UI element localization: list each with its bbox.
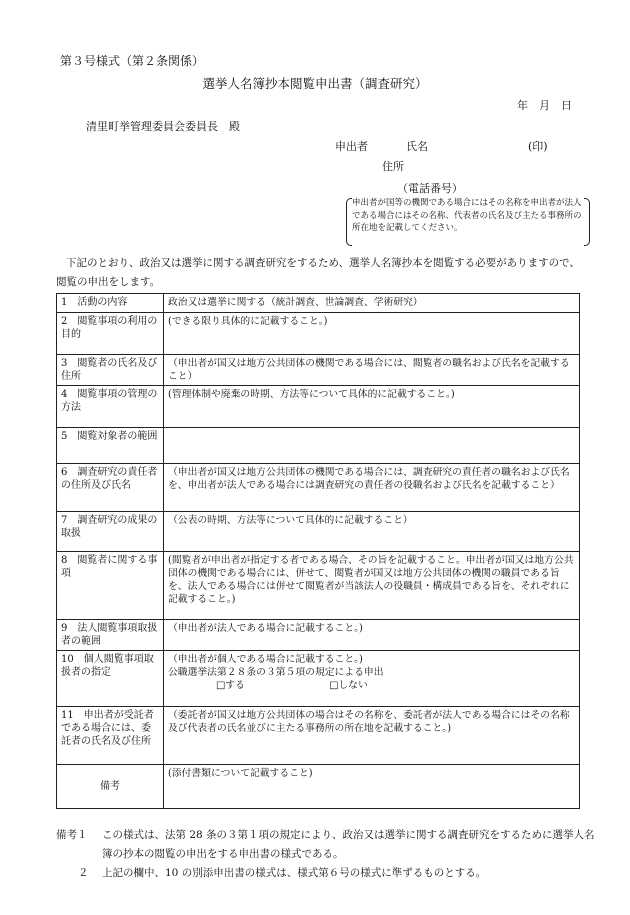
table-row bbox=[57, 620, 580, 651]
row-value[interactable]: （申出者が国又は地方公共団体の機関である場合には、調査研究の責任者の職名および氏名を、申出者が法人である場合には調査研究の責任者の役職名および氏名を記載すること） bbox=[164, 464, 580, 512]
remark-2 bbox=[56, 864, 596, 883]
row-label: 8 閲覧者に関する事項 bbox=[57, 552, 164, 620]
remark-tag: 備考１ bbox=[56, 829, 88, 841]
applicant-note bbox=[346, 197, 590, 247]
table-row bbox=[57, 294, 580, 313]
table-row bbox=[57, 765, 580, 809]
individual-handler-note: （申出者が個人である場合に記載すること。) bbox=[168, 654, 363, 665]
remark-1-text: この様式は、法第 28 条の３第１項の規定により、政治又は選挙に関する調査研究をするために選挙人名簿の抄本の閲覧の申出をする申出書の様式である。 bbox=[102, 829, 595, 860]
row-value[interactable]: 政治又は選挙に関する（統計調査、世論調査、学術研究） bbox=[164, 294, 580, 313]
addressee: 清里町挙管理委員会委員長 殿 bbox=[86, 120, 240, 133]
table-row bbox=[57, 552, 580, 620]
table-row bbox=[57, 313, 580, 355]
table-row bbox=[57, 355, 580, 386]
table-row bbox=[57, 386, 580, 428]
row-label: 11 申出者が受託者である場合には、委託者の氏名及び住所 bbox=[57, 707, 164, 765]
remark-1 bbox=[56, 826, 596, 864]
row-label: 9 法人閲覧事項取扱者の範囲 bbox=[57, 620, 164, 651]
table-row bbox=[57, 707, 580, 765]
date-line: 年 月 日 bbox=[517, 99, 572, 112]
row-value[interactable] bbox=[164, 428, 580, 464]
row-label: 備考 bbox=[57, 765, 164, 809]
individual-handler-law: 公職選挙法第２８条の３第５項の規定による申出 bbox=[168, 667, 384, 678]
application-table bbox=[56, 293, 580, 809]
row-value[interactable]: （公表の時期、方法等について具体的に記載すること） bbox=[164, 512, 580, 552]
remark-2-number: ２ bbox=[78, 867, 89, 879]
applicant-note-text: 申出者が国等の機関である場合にはその名称を申出者が法人である場合にはその名称、代表者の氏名及び主たる事務所の所在地を記載してください。 bbox=[352, 198, 582, 233]
bracket-right bbox=[584, 198, 590, 246]
address-label: 住所 bbox=[382, 160, 404, 173]
name-label: 氏名 bbox=[406, 140, 428, 153]
table-row bbox=[57, 651, 580, 707]
row-value[interactable] bbox=[164, 651, 580, 707]
row-label: 3 閲覧者の氏名及び住所 bbox=[57, 355, 164, 386]
row-label: 4 閲覧事項の管理の方法 bbox=[57, 386, 164, 428]
remarks-section bbox=[56, 826, 596, 883]
row-value[interactable]: (管理体制や廃棄の時期、方法等について具体的に記載すること。) bbox=[164, 386, 580, 428]
option-yes-checkbox[interactable]: □する bbox=[216, 680, 245, 691]
form-number: 第３号様式（第２条関係） bbox=[60, 54, 205, 68]
row-value[interactable]: （申出者が法人である場合に記載すること。) bbox=[164, 620, 580, 651]
seal-mark: (印) bbox=[528, 140, 548, 153]
option-no-checkbox[interactable]: □しない bbox=[329, 680, 368, 691]
table-row bbox=[57, 464, 580, 512]
remark-2-text: 上記の欄中、10 の別添申出書の様式は、様式第６号の様式に準ずるものとする。 bbox=[102, 867, 487, 879]
table-row bbox=[57, 428, 580, 464]
row-value[interactable]: (添付書類について記載すること) bbox=[164, 765, 580, 809]
row-value[interactable]: （委託者が国又は地方公共団体の場合はその名称を、委託者が法人である場合にはその名称及び代表者の氏名並びに主たる事務所の所在地を記載すること。) bbox=[164, 707, 580, 765]
bracket-left bbox=[346, 198, 352, 246]
row-value[interactable]: (閲覧者が申出者が指定する者である場合、その旨を記載すること。申出者が国又は地方公共団体の機関である場合には、併せて、閲覧者が国又は地方公共団体の機関の職員である旨を、法人である場合には併せて閲覧者が当該法人の役職員・構成員である旨を、それぞれに記載すること。) bbox=[164, 552, 580, 620]
row-label: 7 調査研究の成果の取扱 bbox=[57, 512, 164, 552]
row-value[interactable]: （申出者が国又は地方公共団体の機関である場合には、閲覧者の職名および氏名を記載すること） bbox=[164, 355, 580, 386]
row-label: 5 閲覧対象者の範囲 bbox=[57, 428, 164, 464]
row-label: 2 閲覧事項の利用の目的 bbox=[57, 313, 164, 355]
row-label: 1 活動の内容 bbox=[57, 294, 164, 313]
row-label: 6 調査研究の責任者の住所及び氏名 bbox=[57, 464, 164, 512]
row-label: 10 個人閲覧事項取扱者の指定 bbox=[57, 651, 164, 707]
phone-label: （電話番号） bbox=[397, 182, 463, 195]
document-title: 選挙人名簿抄本閲覧申出書（調査研究） bbox=[202, 76, 428, 91]
table-row bbox=[57, 512, 580, 552]
intro-paragraph: 下記のとおり、政治又は選挙に関する調査研究をするため、選挙人名簿抄本を閲覧する必要がありますので、閲覧の申出をします。 bbox=[56, 257, 580, 288]
applicant-label: 申出者 bbox=[335, 140, 368, 153]
row-value[interactable]: (できる限り具体的に記載すること。) bbox=[164, 313, 580, 355]
